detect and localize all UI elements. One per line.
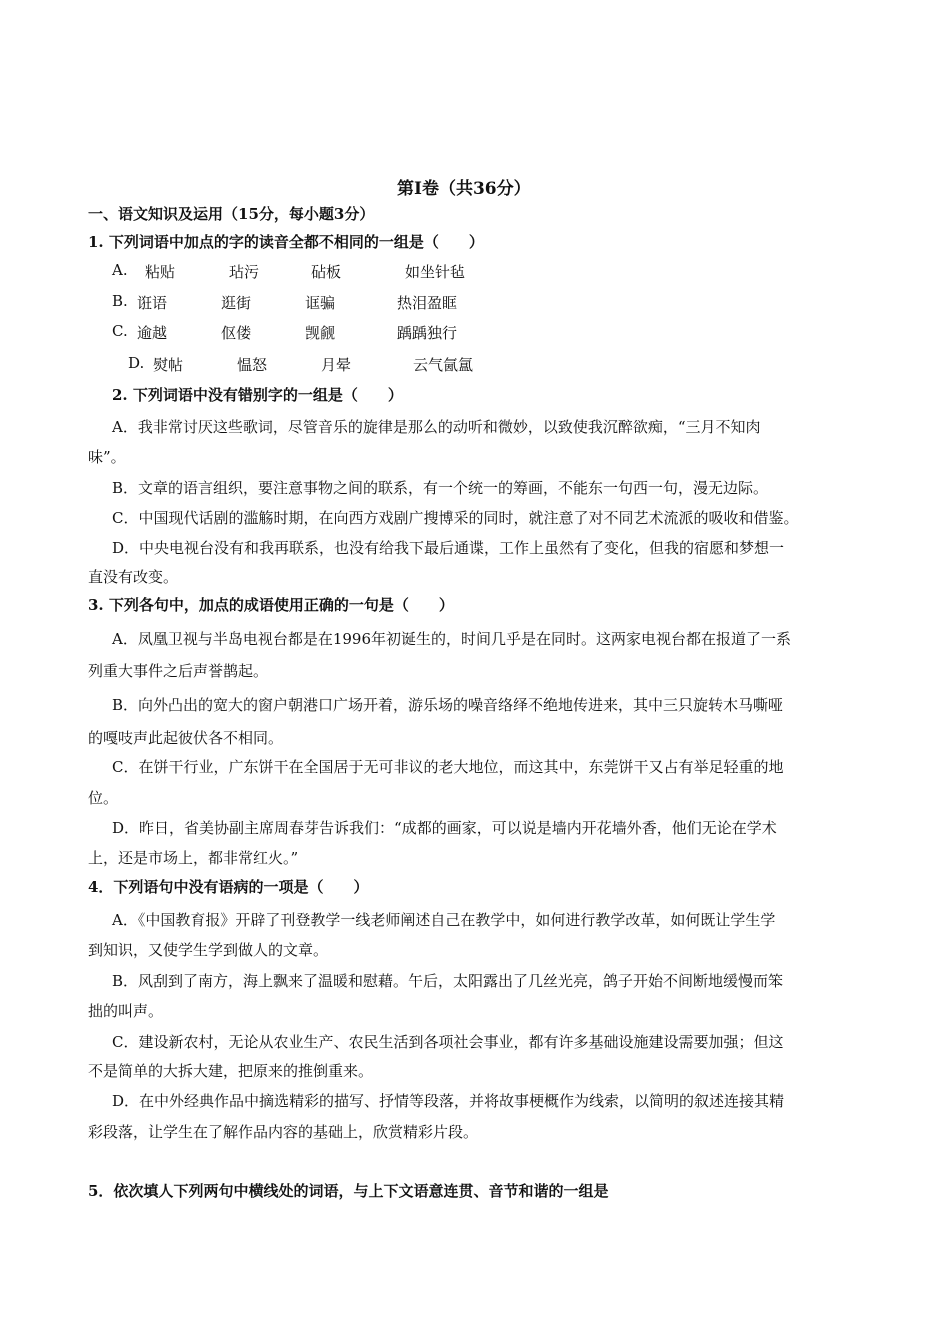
question-4-option-a-cont: 到知识，又使学生学到做人的文章。: [88, 941, 329, 959]
question-3-option-b-cont: 的嘎吱声此起彼伏各不相同。: [88, 729, 284, 747]
option-word: 觊觎: [305, 324, 336, 342]
question-2-option-d-cont: 直没有改变。: [88, 568, 179, 586]
question-1-stem: 1. 下列词语中加点的字的读音全都不相同的一组是（ ）: [88, 233, 484, 251]
question-4-option-d: D．在中外经典作品中摘选精彩的描写、抒情等段落，并将故事梗概作为线索，以简明的叙述连接其精: [112, 1092, 785, 1110]
option-word: 愠怒: [237, 356, 268, 374]
option-word: 云气氤氲: [413, 356, 474, 374]
question-2-option-b: B．文章的语言组织，要注意事物之间的联系，有一个统一的筹画，不能东一句西一句，漫无边际。: [112, 479, 769, 497]
option-word: 熨帖: [153, 356, 184, 374]
option-word: 热泪盈眶: [397, 294, 458, 312]
question-4-option-a: A．《中国教育报》开辟了刊登教学一线老师阐述自己在教学中，如何进行教学改革，如何既让学生学: [112, 911, 776, 929]
question-3-option-d-cont: 上，还是市场上，都非常红火。”: [88, 849, 299, 867]
question-3-option-a: A．凤凰卫视与半岛电视台都是在1996年初诞生的，时间几乎是在同时。这两家电视台都在报道了一系: [112, 630, 792, 648]
question-2-option-a: A．我非常讨厌这些歌词，尽管音乐的旋律是那么的动听和微妙，以致使我沉醉欲痴，“三月不知肉: [112, 418, 761, 436]
question-3-option-c-cont: 位。: [88, 789, 119, 807]
question-3-option-a-cont: 列重大事件之后声誉鹊起。: [88, 662, 269, 680]
option-letter: B.: [112, 292, 128, 310]
question-3-option-b: B．向外凸出的宽大的窗户朝港口广场开着，游乐场的噪音络绎不绝地传进来，其中三只旋转木马嘶哑: [112, 696, 784, 714]
option-word: 踽踽独行: [397, 324, 458, 342]
option-word: 逾越: [137, 324, 168, 342]
question-4-option-c: C．建设新农村，无论从农业生产、农民生活到各项社会事业，都有许多基础设施建设需要加强；但这: [112, 1033, 784, 1051]
option-word: 月晕: [321, 356, 352, 374]
question-2-option-c: C．中国现代话剧的滥觞时期，在向西方戏剧广搜博采的同时，就注意了对不同艺术流派的吸收和借鉴。: [112, 509, 799, 527]
option-word: 砧板: [311, 263, 342, 281]
section-heading: 一、语文知识及运用（15分，每小题3分）: [88, 205, 375, 223]
page-title: 第Ⅰ卷（共36分）: [397, 179, 531, 199]
question-2-option-d: D．中央电视台没有和我再联系，也没有给我下最后通谍，工作上虽然有了变化，但我的宿愿和梦想一: [112, 539, 785, 557]
option-letter: A.: [112, 261, 128, 279]
question-3-option-d: D．昨日，省美协副主席周春芽告诉我们：“成都的画家，可以说是墙内开花墙外香，他们无论在学术: [112, 819, 777, 837]
question-4-option-d-cont: 彩段落，让学生在了解作品内容的基础上，欣赏精彩片段。: [88, 1123, 479, 1141]
option-word: 伛偻: [221, 324, 252, 342]
option-letter: C.: [112, 322, 128, 340]
option-letter: D.: [128, 354, 145, 372]
option-word: 如坐针毡: [405, 263, 466, 281]
option-word: 粘贴: [145, 263, 176, 281]
question-4-stem: 4．下列语句中没有语病的一项是（ ）: [88, 878, 369, 896]
question-2-stem: 2. 下列词语中没有错别字的一组是（ ）: [112, 386, 403, 404]
option-word: 逛街: [221, 294, 252, 312]
question-4-option-c-cont: 不是简单的大拆大建，把原来的推倒重来。: [88, 1062, 374, 1080]
option-word: 玷污: [229, 263, 260, 281]
question-4-option-b: B．风刮到了南方，海上飘来了温暖和慰藉。午后，太阳露出了几丝光亮，鸽子开始不间断地缓慢而笨: [112, 972, 784, 990]
question-5-stem: 5．依次填人下列两句中横线处的词语，与上下文语意连贯、音节和谐的一组是: [88, 1182, 609, 1200]
option-word: 诳语: [137, 294, 168, 312]
option-word: 诓骗: [305, 294, 336, 312]
question-3-stem: 3. 下列各句中，加点的成语使用正确的一句是（ ）: [88, 596, 454, 614]
question-2-option-a-cont: 味”。: [88, 448, 126, 466]
question-3-option-c: C．在饼干行业，广东饼干在全国居于无可非议的老大地位，而这其中，东莞饼干又占有举足轻重的地: [112, 758, 784, 776]
question-4-option-b-cont: 拙的叫声。: [88, 1002, 164, 1020]
